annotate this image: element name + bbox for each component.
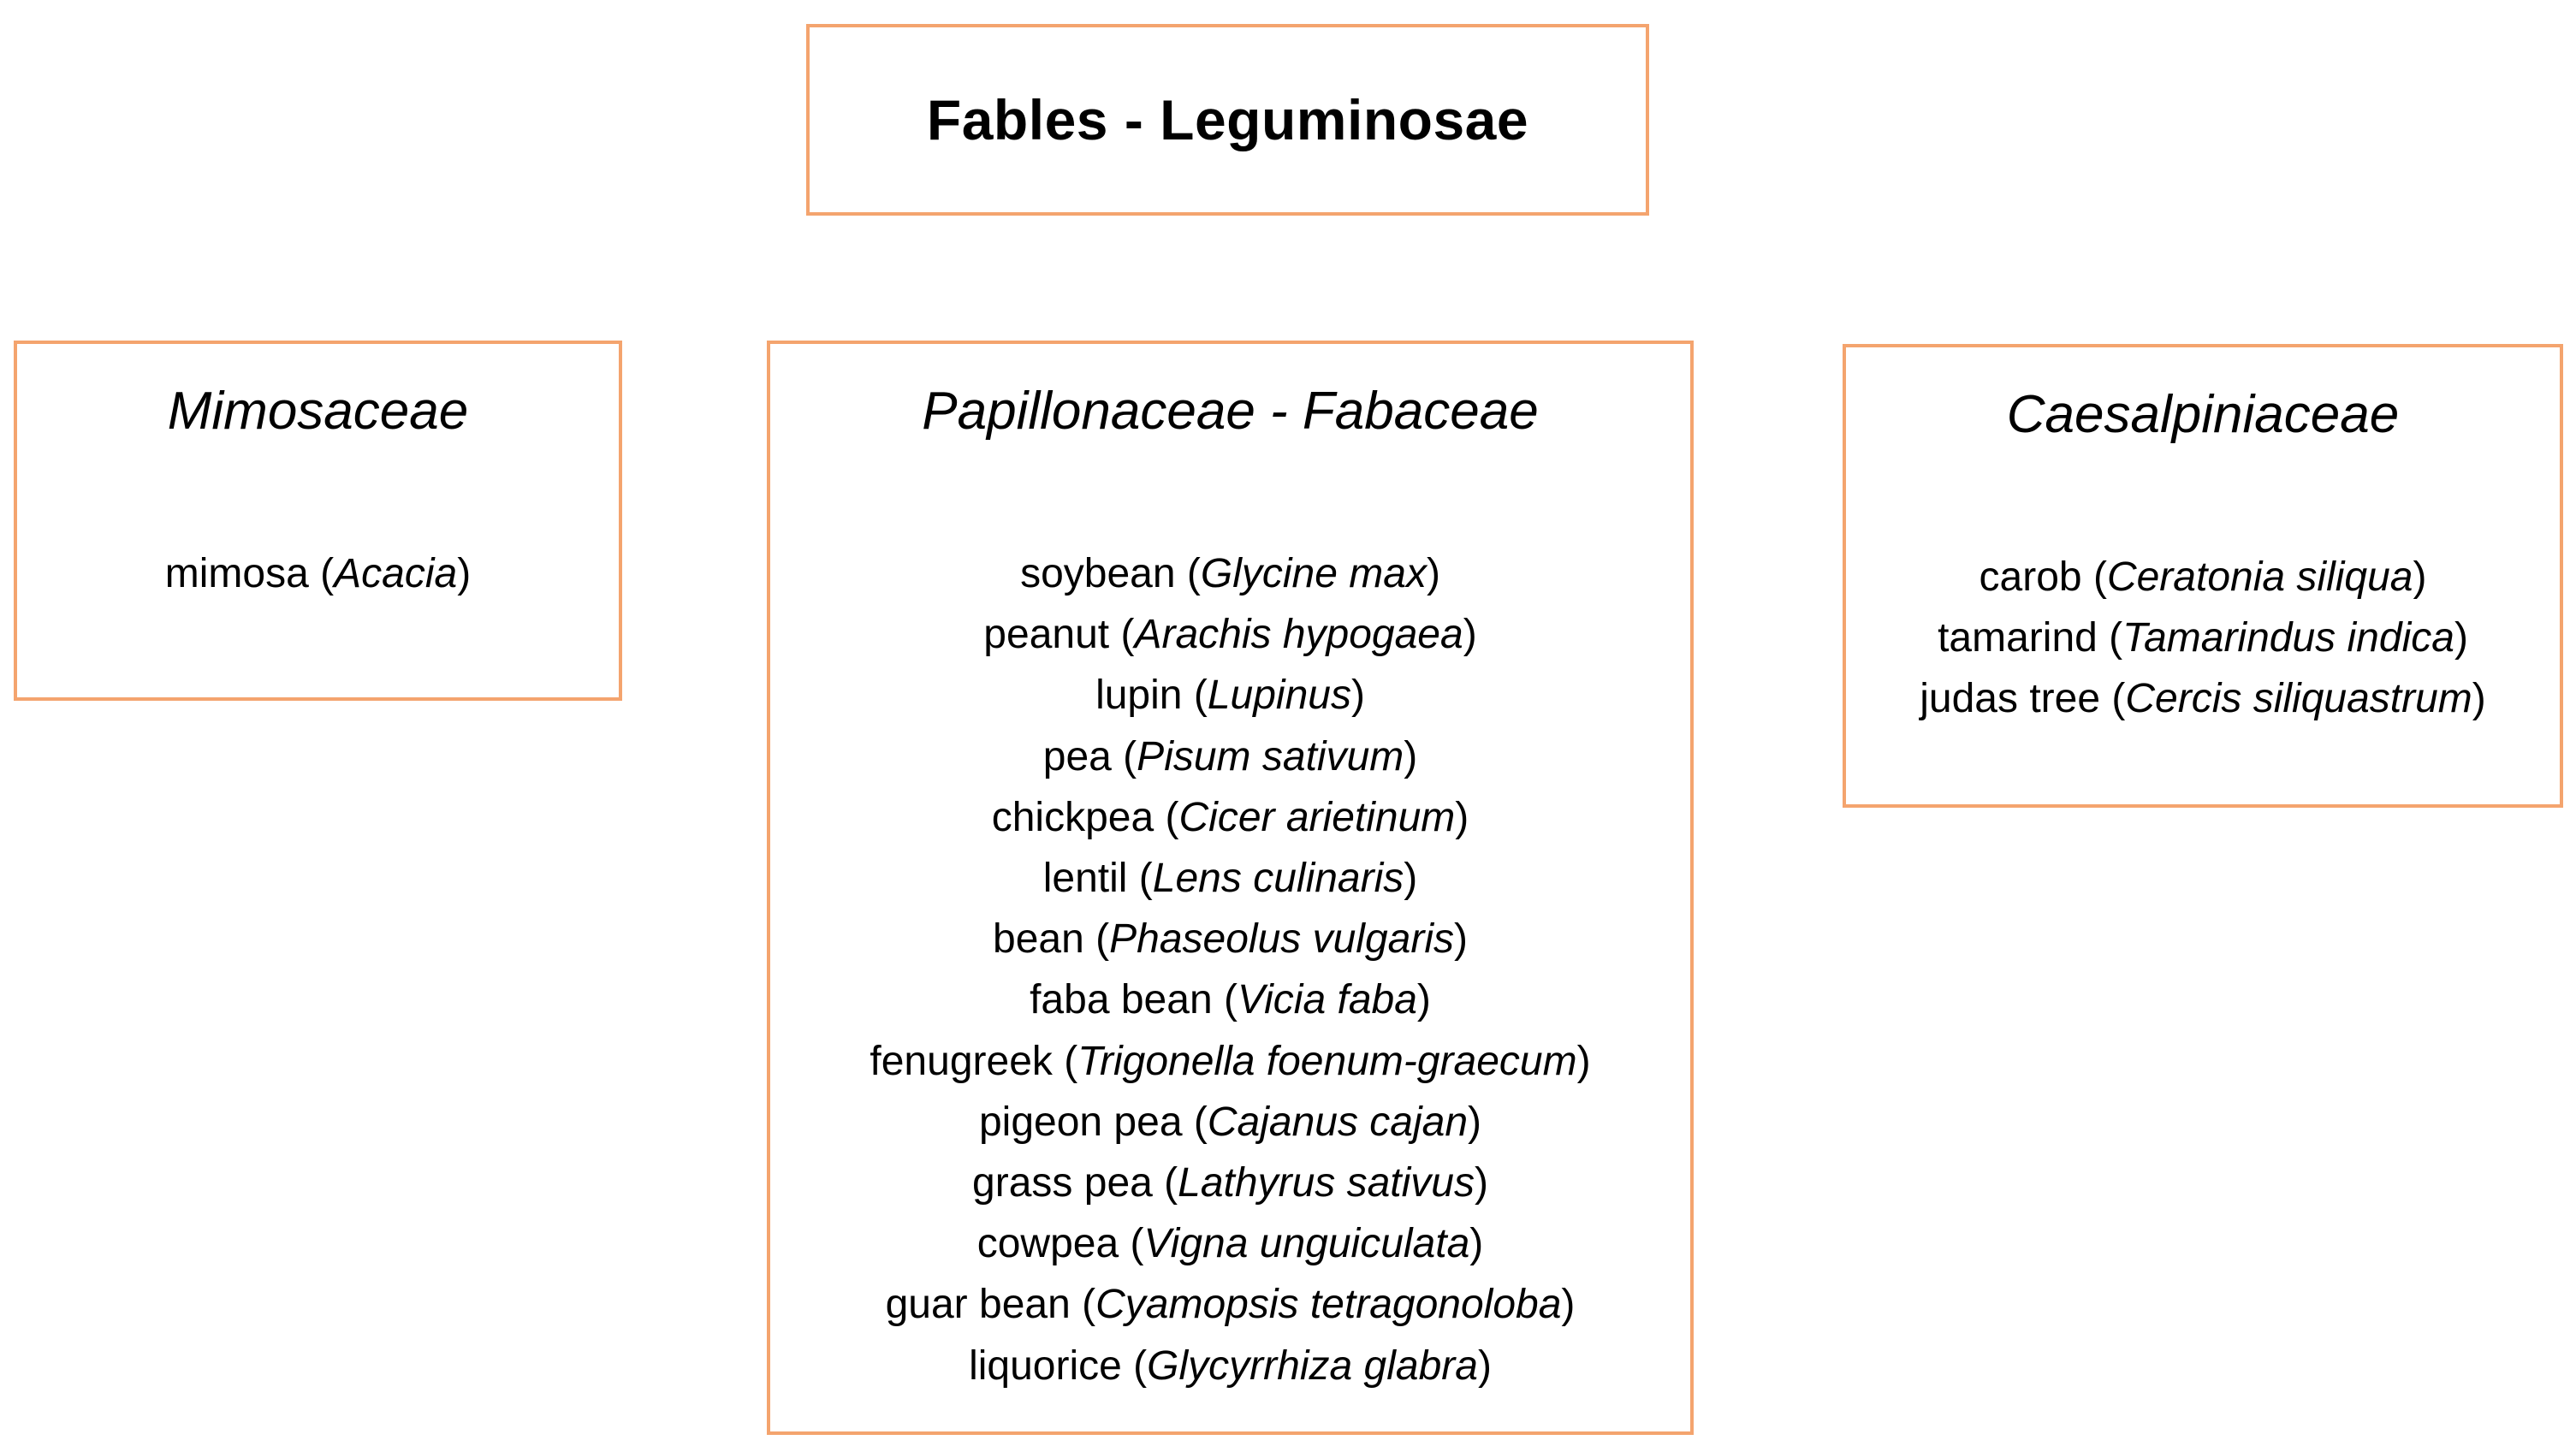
species-scientific-name: Cercis siliquastrum — [2125, 676, 2472, 722]
species-item: pea (Pisum sativum) — [1042, 733, 1418, 779]
species-scientific-name: Tamarindus indica — [2122, 615, 2454, 661]
family-title-mimosaceae: Mimosaceae — [167, 382, 469, 441]
species-common-name: lupin — [1095, 673, 1183, 719]
species-item: tamarind (Tamarindus indica) — [1938, 615, 2468, 661]
species-item: carob (Ceratonia siliqua) — [1979, 554, 2427, 600]
species-scientific-name: Lathyrus sativus — [1178, 1160, 1475, 1206]
species-common-name: pigeon pea — [978, 1099, 1183, 1145]
species-item: lentil (Lens culinaris) — [1042, 856, 1418, 902]
family-box-mimosaceae — [14, 341, 622, 701]
species-item: faba bean (Vicia faba) — [1030, 977, 1431, 1023]
species-item: fenugreek (Trigonella foenum-graecum) — [870, 1038, 1591, 1084]
species-common-name: peanut — [983, 612, 1110, 658]
species-list-mimosaceae — [17, 543, 619, 604]
species-item: bean (Phaseolus vulgaris) — [993, 916, 1468, 963]
species-item: mimosa (Acacia) — [164, 551, 472, 596]
family-box-papillonaceae-fabaceae — [767, 341, 1694, 1435]
family-title-papillonaceae-fabaceae: Papillonaceae - Fabaceae — [922, 382, 1539, 441]
species-common-name: cowpea — [976, 1221, 1119, 1267]
species-common-name: judas tree — [1920, 676, 2101, 722]
species-list-caesalpiniaceae — [1846, 547, 2560, 730]
species-item: judas tree (Cercis siliquastrum) — [1920, 676, 2486, 722]
species-common-name: pea — [1042, 733, 1112, 779]
species-item: cowpea (Vigna unguiculata) — [976, 1221, 1484, 1267]
species-item: pigeon pea (Cajanus cajan) — [978, 1099, 1482, 1145]
species-item: peanut (Arachis hypogaea) — [983, 612, 1477, 658]
species-common-name: lentil — [1042, 856, 1128, 902]
species-scientific-name: Phaseolus vulgaris — [1109, 916, 1454, 963]
species-item: liquorice (Glycyrrhiza glabra) — [969, 1342, 1492, 1389]
species-common-name: chickpea — [991, 794, 1154, 840]
species-common-name: fenugreek — [870, 1038, 1053, 1084]
species-scientific-name: Vigna unguiculata — [1143, 1221, 1470, 1267]
species-common-name: bean — [993, 916, 1084, 963]
species-scientific-name: Trigonella foenum-graecum — [1077, 1038, 1577, 1084]
species-common-name: guar bean — [885, 1282, 1071, 1328]
species-item: guar bean (Cyamopsis tetragonoloba) — [885, 1282, 1576, 1328]
species-scientific-name: Cyamopsis tetragonoloba — [1095, 1282, 1562, 1328]
species-scientific-name: Lens culinaris — [1152, 856, 1404, 902]
species-common-name: faba bean — [1030, 977, 1213, 1023]
species-scientific-name: Vicia faba — [1237, 977, 1417, 1023]
species-common-name: soybean — [1020, 551, 1176, 596]
species-scientific-name: Glycyrrhiza glabra — [1147, 1342, 1478, 1389]
species-scientific-name: Pisum sativum — [1137, 733, 1404, 779]
species-common-name: mimosa — [164, 551, 309, 596]
root-order-title: Fables - Leguminosae — [926, 88, 1529, 151]
species-scientific-name: Glycine max — [1200, 551, 1427, 596]
species-common-name: tamarind — [1938, 615, 2098, 661]
species-scientific-name: Arachis hypogaea — [1134, 612, 1463, 658]
species-item: soybean (Glycine max) — [1020, 551, 1440, 596]
species-common-name: liquorice — [969, 1342, 1122, 1389]
species-scientific-name: Cajanus cajan — [1207, 1099, 1469, 1145]
species-common-name: carob — [1979, 554, 2082, 600]
root-order-box — [806, 24, 1649, 216]
species-item: lupin (Lupinus) — [1095, 673, 1365, 719]
species-item: grass pea (Lathyrus sativus) — [972, 1160, 1488, 1206]
species-item: chickpea (Cicer arietinum) — [991, 794, 1469, 840]
species-common-name: grass pea — [972, 1160, 1153, 1206]
species-list-papillonaceae-fabaceae — [770, 543, 1690, 1396]
species-scientific-name: Acacia — [334, 551, 458, 596]
species-scientific-name: Lupinus — [1207, 673, 1351, 719]
family-title-caesalpiniaceae: Caesalpiniaceae — [2006, 385, 2400, 444]
species-scientific-name: Cicer arietinum — [1178, 794, 1456, 840]
species-scientific-name: Ceratonia siliqua — [2106, 554, 2413, 600]
family-box-caesalpiniaceae — [1843, 344, 2563, 808]
